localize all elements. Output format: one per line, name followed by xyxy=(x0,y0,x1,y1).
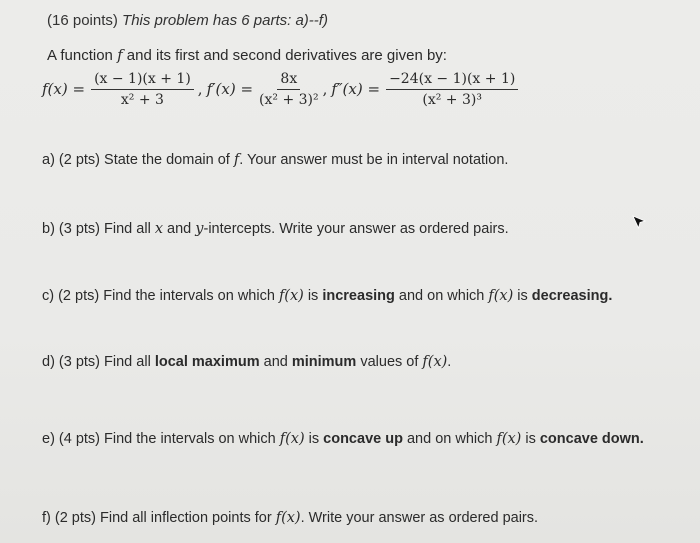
question-d: d) (3 pts) Find all local maximum and minimum values of f(x). xyxy=(42,354,452,370)
problem-header xyxy=(47,12,328,29)
fp-lhs: f′(x) = xyxy=(206,80,254,98)
fpp-denominator: (x² + 3)³ xyxy=(422,91,482,108)
fpp-fraction xyxy=(386,71,518,108)
f-numerator: (x − 1)(x + 1) xyxy=(91,71,194,90)
f-denominator: x² + 3 xyxy=(120,91,164,108)
header-text: This problem has 6 parts: a)--f) xyxy=(122,12,328,29)
question-b: b) (3 pts) Find all x and y-intercepts. Write your answer as ordered pairs. xyxy=(42,221,509,237)
question-a: a) (2 pts) State the domain of f. Your answer must be in interval notation. xyxy=(42,152,509,168)
fp-numerator: 8x xyxy=(277,71,300,90)
header-points: (16 points) xyxy=(47,12,118,29)
f-fraction xyxy=(91,71,194,108)
intro-suffix: and its first and second derivatives are given by: xyxy=(126,47,447,64)
fp-fraction xyxy=(259,71,319,108)
intro-var: f xyxy=(117,46,123,64)
question-f: f) (2 pts) Find all inflection points for f(x). Write your answer as ordered pairs. xyxy=(42,510,539,526)
formula-row: f(x) = $\frac{(x - 1)(x + 1)}{\text{x² + 3}}$ , f′(x) = $\frac{8x}{\text{(x² + 3)²}}$ , f″(x) = $\frac{-24(x - 1)(x + 1)}{\text{(x² + 3)³}}$ xyxy=(42,66,522,112)
fpp-lhs: f″(x) = xyxy=(331,80,381,98)
fp-denominator: (x² + 3)² xyxy=(259,91,319,108)
intro-prefix: A function xyxy=(47,47,113,64)
question-e: e) (4 pts) Find the intervals on which f(x) is concave up and on which f(x) is concave down. xyxy=(42,431,644,447)
f-lhs: f(x) = xyxy=(42,80,86,98)
intro-line xyxy=(47,46,447,64)
arrow-cursor-icon xyxy=(632,215,646,229)
question-c: c) (2 pts) Find the intervals on which f(x) is increasing and on which f(x) is decreasing. xyxy=(42,288,613,304)
fpp-numerator: −24(x − 1)(x + 1) xyxy=(386,71,518,90)
